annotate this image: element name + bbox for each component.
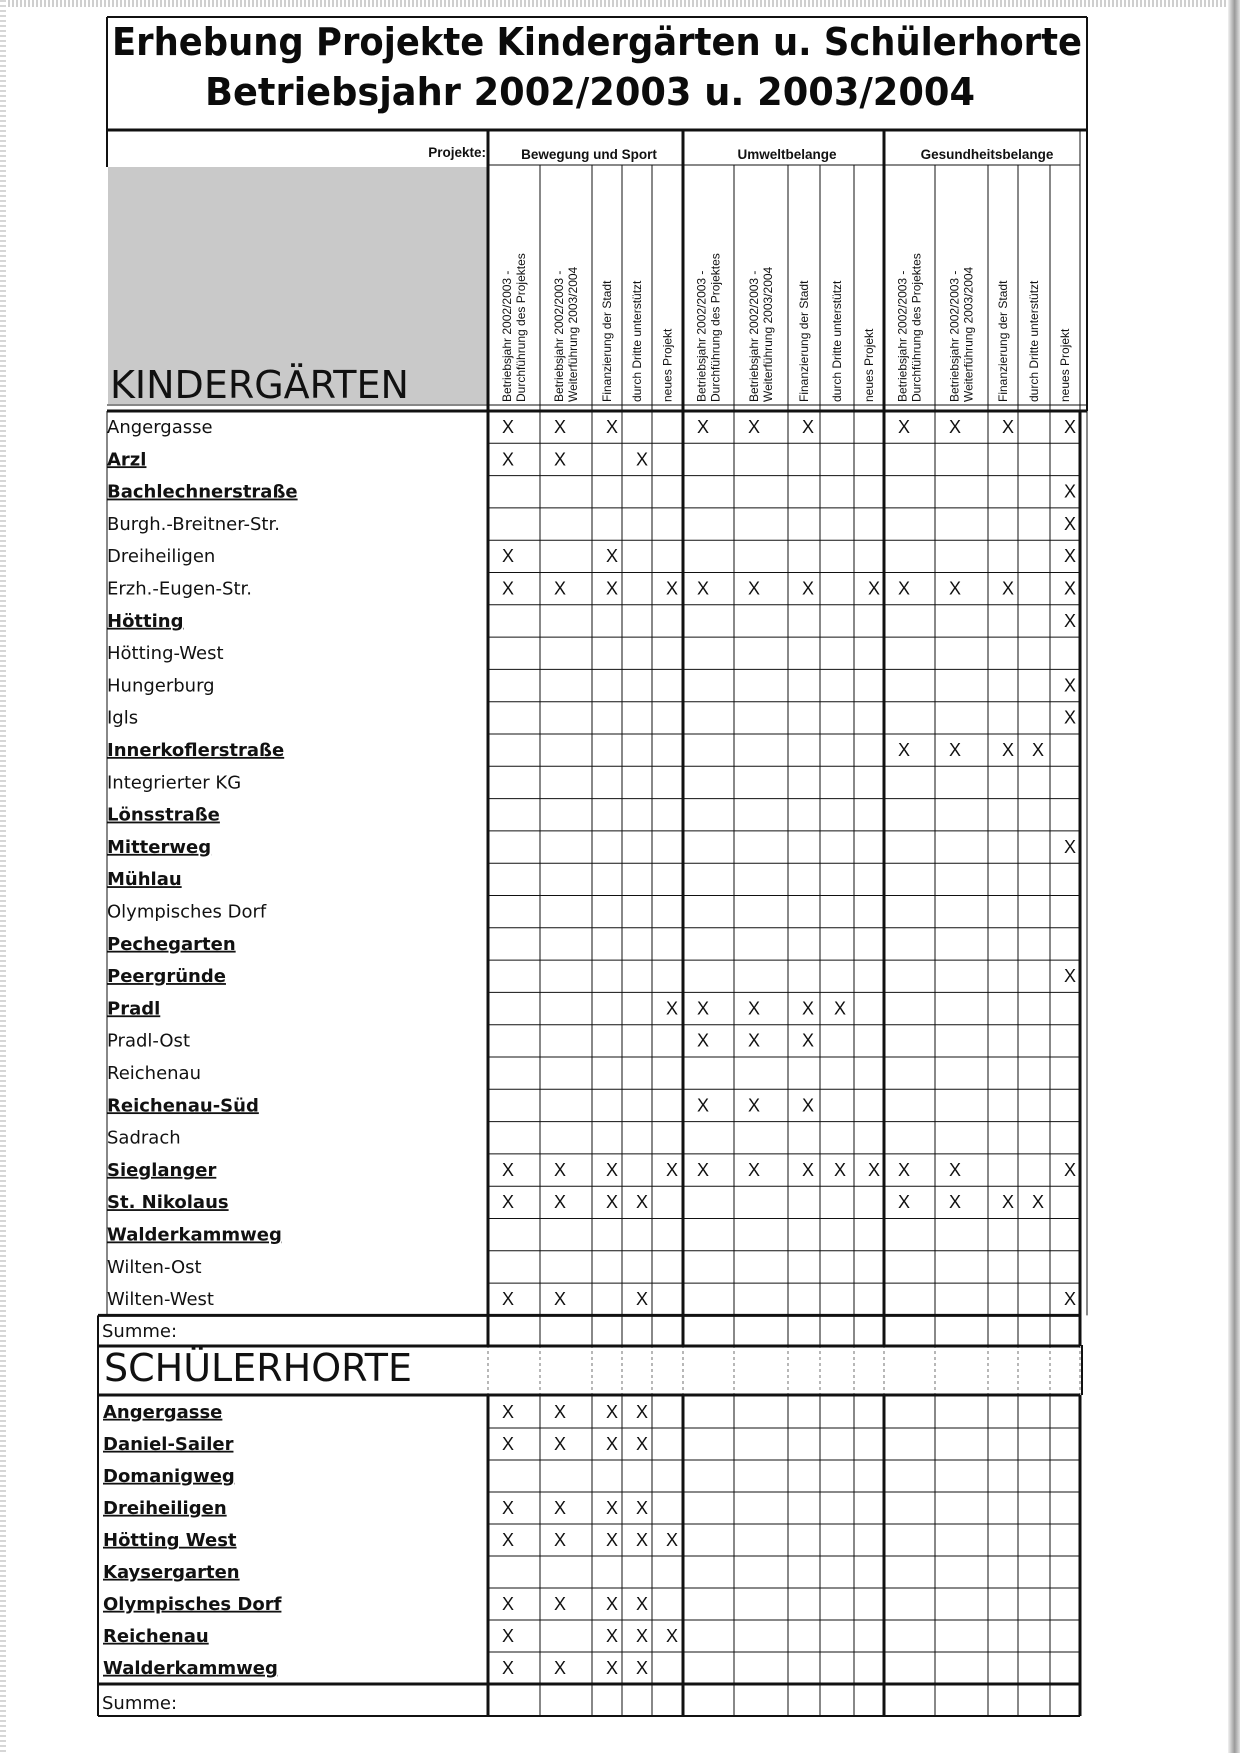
kindergarten-row-label: Pradl-Ost bbox=[107, 1030, 190, 1052]
cell-mark: X bbox=[1064, 836, 1077, 857]
cell-mark: X bbox=[949, 1159, 962, 1180]
kindergarten-row-label: Reichenau-Süd bbox=[107, 1095, 259, 1117]
cell-mark: X bbox=[949, 739, 962, 760]
cell-mark: X bbox=[554, 1593, 567, 1614]
schuelerhorte-row-label: Daniel-Sailer bbox=[103, 1433, 234, 1455]
schuelerhorte-heading: SCHÜLERHORTE bbox=[104, 1346, 412, 1390]
schuelerhorte-row-label: Angergasse bbox=[103, 1401, 223, 1423]
cell-mark: X bbox=[636, 1433, 649, 1454]
cell-mark: X bbox=[898, 1192, 911, 1213]
cell-mark: X bbox=[802, 416, 815, 437]
cell-mark: X bbox=[606, 1593, 619, 1614]
cell-mark: X bbox=[1064, 1159, 1077, 1180]
cell-mark: X bbox=[502, 1593, 515, 1614]
sum-label-schuelerhorte: Summe: bbox=[102, 1693, 178, 1714]
schuelerhorte-row-label: Olympisches Dorf bbox=[103, 1593, 282, 1615]
cell-mark: X bbox=[554, 1433, 567, 1454]
column-header-3-1: Betriebsjahr 2002/2003 - bbox=[895, 270, 910, 402]
cell-mark: X bbox=[802, 578, 815, 599]
cell-mark: X bbox=[898, 1159, 911, 1180]
sum-label-kindergarten: Summe: bbox=[102, 1321, 178, 1342]
kindergarten-row-label: Igls bbox=[107, 707, 139, 729]
cell-mark: X bbox=[697, 998, 710, 1019]
kindergarten-row-label: Olympisches Dorf bbox=[107, 901, 267, 923]
cell-mark: X bbox=[554, 1289, 567, 1310]
cell-mark: X bbox=[606, 416, 619, 437]
cell-mark: X bbox=[697, 1030, 710, 1051]
kindergarten-row-label: Burgh.-Breitner-Str. bbox=[107, 513, 280, 535]
schuelerhorte-row-label: Walderkammweg bbox=[103, 1657, 278, 1679]
column-header-1-5: neues Projekt bbox=[660, 328, 675, 402]
cell-mark: X bbox=[697, 1095, 710, 1116]
cell-mark: X bbox=[1064, 966, 1077, 987]
kindergarten-row-label: Wilten-Ost bbox=[107, 1256, 202, 1278]
column-header-2-4: durch Dritte unterstützt bbox=[830, 280, 844, 402]
cell-mark: X bbox=[554, 1192, 567, 1213]
cell-mark: X bbox=[748, 1095, 761, 1116]
column-header-3-2: Weiterführung 2003/2004 bbox=[961, 266, 976, 402]
schuelerhorte-row-label: Domanigweg bbox=[103, 1465, 235, 1487]
column-header-2-5: neues Projekt bbox=[862, 328, 876, 402]
cell-mark: X bbox=[666, 1159, 679, 1180]
cell-mark: X bbox=[1064, 546, 1077, 567]
cell-mark: X bbox=[802, 1095, 815, 1116]
cell-mark: X bbox=[554, 1529, 567, 1550]
cell-mark: X bbox=[606, 1401, 619, 1422]
projects-label: Projekte: bbox=[428, 145, 486, 160]
cell-mark: X bbox=[802, 998, 815, 1019]
cell-mark: X bbox=[748, 998, 761, 1019]
cell-mark: X bbox=[502, 1401, 515, 1422]
cell-mark: X bbox=[606, 1159, 619, 1180]
cell-mark: X bbox=[606, 1657, 619, 1678]
kindergarten-row-label: Pradl bbox=[107, 998, 161, 1020]
column-header-3-3: Finanzierung der Stadt bbox=[996, 280, 1010, 402]
cell-mark: X bbox=[502, 1625, 515, 1646]
cell-mark: X bbox=[1002, 739, 1015, 760]
title-line-2: Betriebsjahr 2002/2003 u. 2003/2004 bbox=[205, 70, 975, 114]
group-header-health: Gesundheitsbelange bbox=[920, 147, 1054, 162]
column-header-3-4: durch Dritte unterstützt bbox=[1027, 280, 1041, 402]
column-header-1-2: Weiterführung 2003/2004 bbox=[566, 266, 580, 402]
column-header-2-3: Finanzierung der Stadt bbox=[797, 280, 811, 402]
kindergarten-row-label: Mühlau bbox=[107, 869, 182, 891]
cell-mark: X bbox=[1064, 578, 1077, 599]
cell-mark: X bbox=[502, 1192, 515, 1213]
cell-mark: X bbox=[636, 1657, 649, 1678]
cell-mark: X bbox=[502, 1159, 515, 1180]
kindergarten-row-label: Reichenau bbox=[107, 1062, 201, 1084]
kindergarten-row-label: Hötting bbox=[107, 610, 184, 632]
column-header-1-4: durch Dritte unterstützt bbox=[630, 280, 644, 402]
column-header-1-1: Betriebsjahr 2002/2003 - bbox=[500, 270, 514, 402]
cell-mark: X bbox=[666, 578, 679, 599]
cell-mark: X bbox=[636, 1593, 649, 1614]
cell-mark: X bbox=[868, 578, 881, 599]
cell-mark: X bbox=[1002, 416, 1015, 437]
cell-mark: X bbox=[834, 1159, 847, 1180]
kindergarten-row-label: Integrierter KG bbox=[107, 772, 242, 794]
group-header-movement: Bewegung und Sport bbox=[521, 147, 657, 162]
cell-mark: X bbox=[502, 449, 515, 470]
cell-mark: X bbox=[636, 1401, 649, 1422]
row-labels bbox=[103, 417, 298, 1679]
cell-mark: X bbox=[697, 1159, 710, 1180]
column-header-2-1: Durchführung des Projektes bbox=[708, 253, 723, 402]
cell-mark: X bbox=[554, 578, 567, 599]
schuelerhorte-row-label: Kaysergarten bbox=[103, 1561, 240, 1583]
column-header-3-5: neues Projekt bbox=[1058, 328, 1072, 402]
cell-mark: X bbox=[748, 578, 761, 599]
cell-mark: X bbox=[606, 546, 619, 567]
cell-mark: X bbox=[636, 1289, 649, 1310]
cell-mark: X bbox=[636, 1625, 649, 1646]
kindergarten-row-label: Innerkoflerstraße bbox=[107, 739, 285, 761]
cell-mark: X bbox=[1064, 481, 1077, 502]
kindergarten-row-label: Walderkammweg bbox=[107, 1224, 282, 1246]
cell-mark: X bbox=[1064, 513, 1077, 534]
kindergarten-row-label: Sieglanger bbox=[107, 1159, 217, 1181]
title-line-1: Erhebung Projekte Kindergärten u. Schülerhorte bbox=[112, 20, 1082, 64]
cell-mark: X bbox=[802, 1159, 815, 1180]
cell-mark: X bbox=[606, 1433, 619, 1454]
kindergarten-row-label: Pechegarten bbox=[107, 933, 236, 955]
kindergarten-row-label: Sadrach bbox=[107, 1127, 181, 1149]
cell-mark: X bbox=[748, 416, 761, 437]
cell-mark: X bbox=[666, 1625, 679, 1646]
cell-mark: X bbox=[554, 1159, 567, 1180]
kindergarten-row-label: Erzh.-Eugen-Str. bbox=[107, 578, 252, 600]
cell-mark: X bbox=[898, 578, 911, 599]
cell-mark: X bbox=[1032, 1192, 1045, 1213]
kindergarten-row-label: Bachlechnerstraße bbox=[107, 481, 298, 503]
kindergarten-row-label: Hungerburg bbox=[107, 675, 215, 697]
column-header-3-2: Betriebsjahr 2002/2003 - bbox=[947, 270, 962, 402]
kindergarten-row-label: Lönsstraße bbox=[107, 804, 220, 826]
cell-mark: X bbox=[868, 1159, 881, 1180]
cell-mark: X bbox=[666, 998, 679, 1019]
cell-mark: X bbox=[502, 1657, 515, 1678]
cell-mark: X bbox=[606, 1529, 619, 1550]
cell-mark: X bbox=[1064, 1289, 1077, 1310]
cell-marks bbox=[502, 417, 1076, 1678]
kindergarten-row-label: Arzl bbox=[107, 449, 147, 471]
cell-mark: X bbox=[636, 449, 649, 470]
cell-mark: X bbox=[1064, 675, 1077, 696]
cell-mark: X bbox=[666, 1529, 679, 1550]
cell-mark: X bbox=[502, 416, 515, 437]
cell-mark: X bbox=[898, 739, 911, 760]
cell-mark: X bbox=[1064, 610, 1077, 631]
cell-mark: X bbox=[1064, 416, 1077, 437]
cell-mark: X bbox=[636, 1497, 649, 1518]
cell-mark: X bbox=[554, 1497, 567, 1518]
cell-mark: X bbox=[834, 998, 847, 1019]
kindergarten-row-label: Mitterweg bbox=[107, 836, 212, 858]
group-header-environment: Umweltbelange bbox=[737, 147, 837, 162]
cell-mark: X bbox=[697, 578, 710, 599]
cell-mark: X bbox=[748, 1030, 761, 1051]
cell-mark: X bbox=[1064, 707, 1077, 728]
kindergarten-heading: KINDERGÄRTEN bbox=[110, 363, 409, 407]
column-header-2-2: Betriebsjahr 2002/2003 - bbox=[747, 270, 761, 402]
cell-mark: X bbox=[606, 1625, 619, 1646]
cell-mark: X bbox=[502, 1289, 515, 1310]
cell-mark: X bbox=[949, 1192, 962, 1213]
cell-mark: X bbox=[554, 1401, 567, 1422]
cell-mark: X bbox=[949, 578, 962, 599]
cell-mark: X bbox=[606, 1192, 619, 1213]
column-header-1-2: Betriebsjahr 2002/2003 - bbox=[552, 270, 566, 402]
cell-mark: X bbox=[1002, 1192, 1015, 1213]
cell-mark: X bbox=[1032, 739, 1045, 760]
cell-mark: X bbox=[636, 1192, 649, 1213]
kindergarten-row-label: Angergasse bbox=[107, 416, 213, 438]
cell-mark: X bbox=[949, 416, 962, 437]
column-headers bbox=[500, 253, 1072, 402]
cell-mark: X bbox=[554, 1657, 567, 1678]
cell-mark: X bbox=[502, 1497, 515, 1518]
schuelerhorte-row-label: Hötting West bbox=[103, 1529, 237, 1551]
column-header-3-1: Durchführung des Projektes bbox=[909, 253, 924, 402]
cell-mark: X bbox=[502, 546, 515, 567]
title-block bbox=[112, 20, 1082, 114]
kindergarten-row-label: Wilten-West bbox=[107, 1289, 214, 1311]
column-header-1-3: Finanzierung der Stadt bbox=[600, 280, 614, 402]
cell-mark: X bbox=[606, 578, 619, 599]
schuelerhorte-row-label: Dreiheiligen bbox=[103, 1497, 227, 1519]
cell-mark: X bbox=[898, 416, 911, 437]
kindergarten-row-label: Hötting-West bbox=[107, 643, 224, 665]
cell-mark: X bbox=[502, 1433, 515, 1454]
column-header-2-1: Betriebsjahr 2002/2003 - bbox=[694, 270, 709, 402]
column-header-1-1: Durchführung des Projektes bbox=[514, 253, 528, 402]
kindergarten-row-label: Peergründe bbox=[107, 966, 226, 988]
cell-mark: X bbox=[697, 416, 710, 437]
cell-mark: X bbox=[606, 1497, 619, 1518]
cell-mark: X bbox=[636, 1529, 649, 1550]
kindergarten-row-label: St. Nikolaus bbox=[107, 1192, 229, 1214]
cell-mark: X bbox=[554, 416, 567, 437]
cell-mark: X bbox=[748, 1159, 761, 1180]
cell-mark: X bbox=[554, 449, 567, 470]
cell-mark: X bbox=[802, 1030, 815, 1051]
cell-mark: X bbox=[502, 1529, 515, 1550]
column-header-2-2: Weiterführung 2003/2004 bbox=[761, 266, 775, 402]
cell-mark: X bbox=[502, 578, 515, 599]
schuelerhorte-row-label: Reichenau bbox=[103, 1625, 209, 1647]
kindergarten-row-label: Dreiheiligen bbox=[107, 546, 216, 568]
cell-mark: X bbox=[1002, 578, 1015, 599]
